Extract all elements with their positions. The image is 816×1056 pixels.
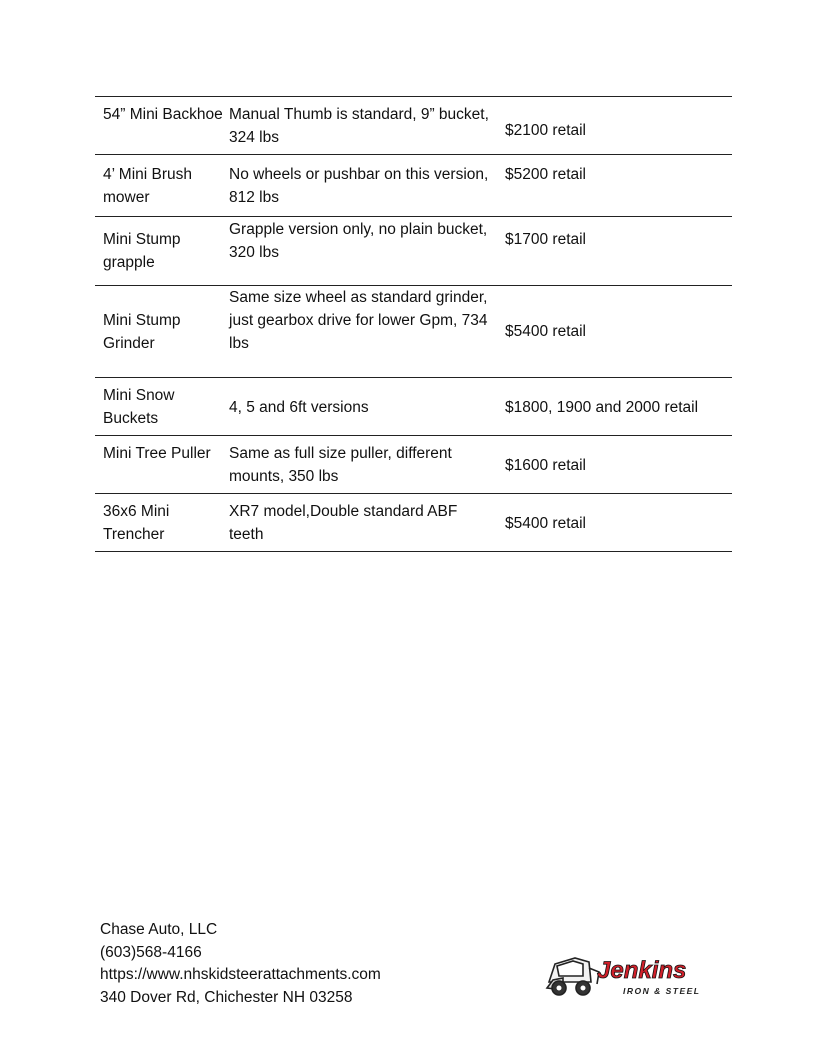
logo-tagline-text: IRON & STEEL (623, 986, 701, 996)
street-address: 340 Dover Rd, Chichester NH 03258 (100, 988, 353, 1006)
item-price: $1600 retail (505, 457, 587, 474)
item-name: Mini Stump Grinder (103, 312, 181, 352)
table-row (95, 155, 732, 217)
item-price: $1700 retail (505, 231, 587, 248)
item-description: Same size wheel as standard grinder, just gearbox drive for lower Gpm, 734 lbs (229, 289, 488, 352)
item-name: 36x6 Mini Trencher (103, 503, 170, 543)
table-row (95, 97, 732, 155)
jenkins-logo (545, 944, 710, 1000)
phone-number: (603)568-4166 (100, 943, 202, 961)
item-name: Mini Stump grapple (103, 231, 181, 271)
item-name: 54” Mini Backhoe (103, 106, 223, 123)
item-description: XR7 model,Double standard ABF teeth (229, 503, 458, 543)
item-price: $5200 retail (505, 166, 587, 183)
contact-info (100, 919, 381, 1009)
item-name: Mini Snow Buckets (103, 387, 175, 427)
item-price: $5400 retail (505, 323, 587, 340)
item-name: 4’ Mini Brush mower (103, 166, 193, 206)
table-row (95, 436, 732, 494)
table-row (95, 378, 732, 436)
item-name: Mini Tree Puller (103, 445, 211, 462)
price-table (95, 96, 732, 552)
table-row (95, 217, 732, 286)
website-link[interactable]: https://www.nhskidsteerattachments.com (100, 966, 381, 983)
logo-brand-text: Jenkins (597, 957, 687, 984)
item-description: Same as full size puller, different mounts, 350 lbs (229, 445, 452, 485)
company-name: Chase Auto, LLC (100, 921, 218, 938)
skid-steer-icon (547, 958, 599, 995)
item-description: Manual Thumb is standard, 9” bucket, 324 lbs (229, 106, 489, 146)
item-price: $5400 retail (505, 515, 587, 532)
table-row (95, 494, 732, 552)
item-description: No wheels or pushbar on this version, 812 lbs (229, 166, 489, 206)
item-description: Grapple version only, no plain bucket, 320 lbs (229, 221, 488, 261)
item-price: $2100 retail (505, 122, 587, 139)
item-description: 4, 5 and 6ft versions (229, 399, 369, 416)
table-row (95, 286, 732, 378)
item-price: $1800, 1900 and 2000 retail (505, 399, 699, 416)
